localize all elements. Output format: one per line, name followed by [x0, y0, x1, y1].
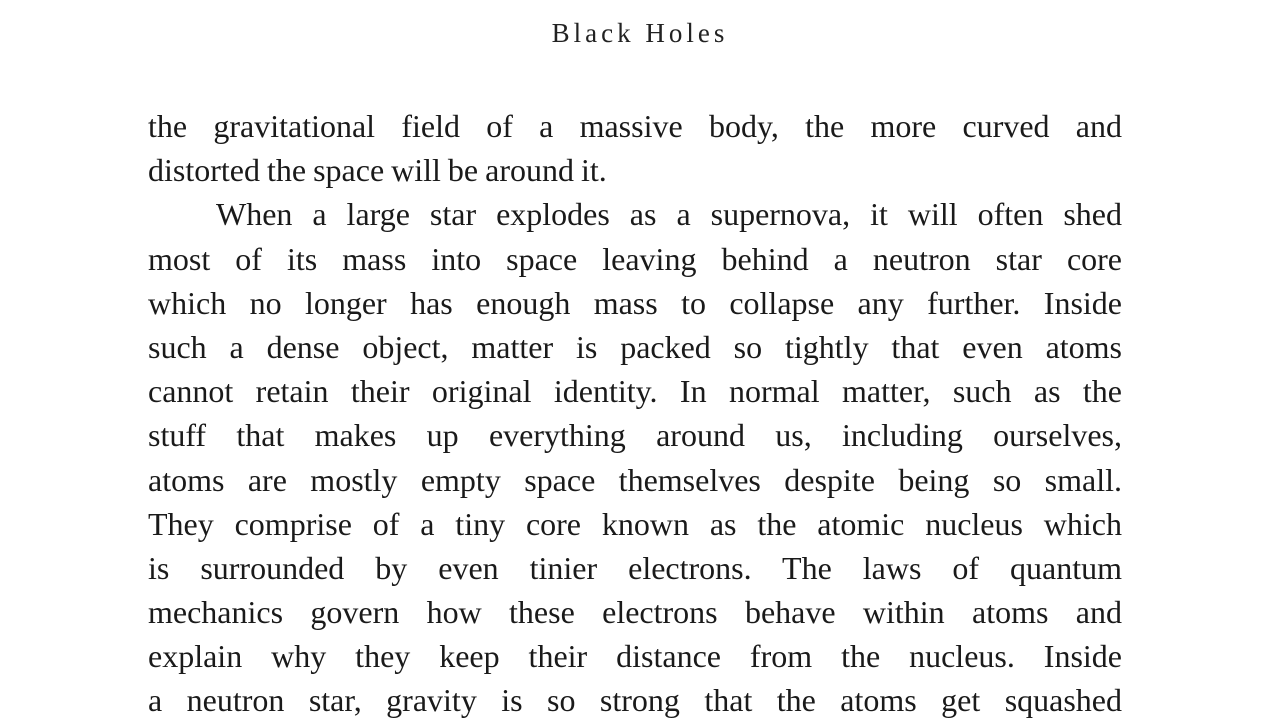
text-line: which no longer has enough mass to collapse any further. Inside	[148, 284, 1122, 321]
text-line: They comprise of a tiny core known as the atomic nucleus which	[148, 505, 1122, 542]
running-header-title: Black Holes	[551, 18, 729, 48]
text-line: a neutron star, gravity is so strong that the atoms get squashed	[148, 682, 1122, 719]
text-line: mechanics govern how these electrons behave within atoms and	[148, 594, 1122, 631]
text-line: such a dense object, matter is packed so tightly that even atoms	[148, 328, 1122, 365]
text-line: is surrounded by even tinier electrons. The laws of quantum	[148, 549, 1122, 586]
text-line: atoms are mostly empty space themselves despite being so small.	[148, 461, 1122, 498]
body-text	[148, 104, 1122, 720]
text-line: When a large star explodes as a supernova, it will often shed	[216, 196, 1122, 233]
text-line: stuff that makes up everything around us, including ourselves,	[148, 417, 1122, 454]
text-line: distorted the space will be around it.	[148, 152, 607, 189]
text-line: the gravitational field of a massive body, the more curved and	[148, 108, 1122, 144]
text-line: explain why they keep their distance from the nucleus. Inside	[148, 638, 1122, 675]
text-line: cannot retain their original identity. In normal matter, such as the	[148, 373, 1122, 410]
text-line: most of its mass into space leaving behind a neutron star core	[148, 240, 1122, 277]
